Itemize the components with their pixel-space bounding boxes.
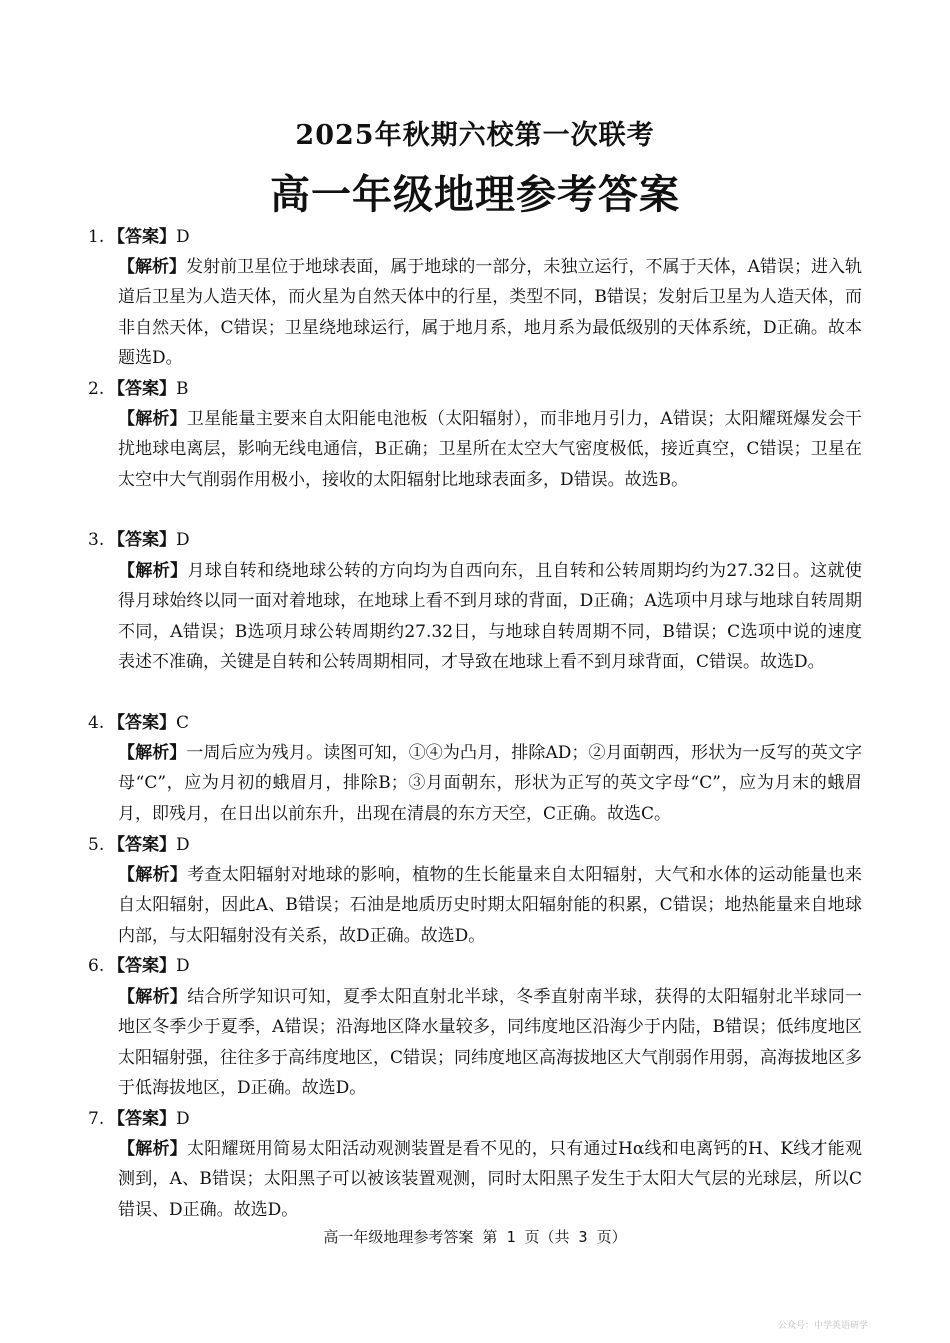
- explanation-label: 【解析】: [118, 409, 187, 429]
- explanation-text: 考查太阳辐射对地球的影响，植物的生长能量来自太阳辐射，大气和水体的运动能量也来自太阳辐射，因此A、B错误；石油是地质历史时期太阳辐射能的积累，C错误；地热能量来自地球内部，与太阳辐射没有关系，故D正确。故选D。: [118, 865, 863, 946]
- answer-line: [88, 830, 190, 860]
- answer-label: 【答案】: [108, 835, 176, 855]
- answer-line: [88, 374, 189, 404]
- explanation-text: 结合所学知识可知，夏季太阳直射北半球，冬季直射南半球，获得的太阳辐射北半球同一地区冬季少于夏季，A错误；沿海地区降水量较多，同纬度地区沿海少于内陆，B错误；低纬度地区太阳辐射强，往往多于高纬度地区，C错误；同纬度地区高海拔地区大气削弱作用弱，高海拔地区多于低海拔地区，D正确。故选D。: [118, 987, 863, 1099]
- explanation-label: 【解析】: [118, 865, 188, 885]
- exam-title: 2025年秋期六校第一次联考: [295, 120, 655, 151]
- answer-label: 【答案】: [108, 530, 176, 550]
- question-number: 6.: [88, 956, 105, 976]
- answer-label: 【答案】: [108, 713, 176, 733]
- question-number: 4.: [88, 713, 105, 733]
- question-number: 7.: [88, 1109, 105, 1129]
- answer-value: B: [176, 379, 189, 399]
- explanation-text: 一周后应为残月。读图可知，①④为凸月，排除AD；②月面朝西，形状为一反写的英文字母“C”，应为月初的蛾眉月，排除B；③月面朝东，形状为正写的英文字母“C”，应为月末的蛾眉月，即残月，在日出以前东升，出现在清晨的东方天空，C正确。故选C。: [118, 743, 863, 824]
- answer-value: D: [176, 1109, 190, 1129]
- explanation-label: 【解析】: [118, 743, 187, 763]
- answer-label: 【答案】: [108, 379, 176, 399]
- explanation-label: 【解析】: [118, 561, 188, 581]
- watermark: 公众号：中学英语研学: [778, 1321, 869, 1331]
- answer-label: 【答案】: [108, 227, 176, 247]
- answer-value: D: [176, 530, 190, 550]
- explanation-text: 发射前卫星位于地球表面，属于地球的一部分，未独立运行，不属于天体，A错误；进入轨道后卫星为人造天体，而火星为自然天体中的行星，类型不同，B错误；发射后卫星为人造天体，而非自然天体，C错误；卫星绕地球运行，属于地月系，地月系为最低级别的天体系统，D正确。故本题选D。: [118, 257, 863, 369]
- explanation-label: 【解析】: [118, 987, 188, 1007]
- answer-line: [88, 525, 190, 555]
- answer-value: D: [176, 227, 190, 247]
- explanation: [118, 1134, 862, 1225]
- explanation: [118, 404, 862, 495]
- explanation-label: 【解析】: [118, 257, 187, 277]
- question-number: 1.: [88, 227, 105, 247]
- answer-line: [88, 1104, 190, 1134]
- page-footer: 高一年级地理参考答案 第 1 页（共 3 页）: [323, 1228, 627, 1246]
- explanation-text: 太阳耀斑用简易太阳活动观测装置是看不见的，只有通过Hα线和电离钙的H、K线才能观测到，A、B错误；太阳黑子可以被该装置观测，同时太阳黑子发生于太阳大气层的光球层，所以C错误、D正确。故选D。: [118, 1139, 862, 1220]
- answer-value: C: [176, 713, 190, 733]
- answer-value: D: [176, 956, 190, 976]
- answer-line: [88, 222, 190, 252]
- explanation-label: 【解析】: [118, 1139, 187, 1159]
- explanation: [118, 556, 862, 678]
- answer-label: 【答案】: [108, 956, 176, 976]
- question-number: 3.: [88, 530, 105, 550]
- page-title: 高一年级地理参考答案: [270, 172, 680, 218]
- explanation-text: 月球自转和绕地球公转的方向均为自西向东，且自转和公转周期均约为27.32日。这就使得月球始终以同一面对着地球，在地球上看不到月球的背面，D正确；A选项中月球与地球自转周期不同，A错误；B选项月球公转周期约27.32日，与地球自转周期不同，B错误；C选项中说的速度表述不准确，关键是自转和公转周期相同，才导致在地球上看不到月球背面，C错误。故选D。: [118, 561, 863, 673]
- explanation: [118, 738, 862, 829]
- answer-label: 【答案】: [108, 1109, 176, 1129]
- answer-line: [88, 708, 189, 738]
- answer-line: [88, 951, 190, 981]
- answer-value: D: [176, 835, 190, 855]
- explanation: [118, 860, 862, 951]
- question-number: 5.: [88, 835, 105, 855]
- explanation: [118, 982, 862, 1104]
- explanation-text: 卫星能量主要来自太阳能电池板（太阳辐射），而非地月引力，A错误；太阳耀斑爆发会干扰地球电离层，影响无线电通信，B正确；卫星所在太空大气密度极低，接近真空，C错误；卫星在太空中大气削弱作用极小，接收的太阳辐射比地球表面多，D错误。故选B。: [118, 409, 862, 490]
- explanation: [118, 252, 862, 374]
- question-number: 2.: [88, 379, 105, 399]
